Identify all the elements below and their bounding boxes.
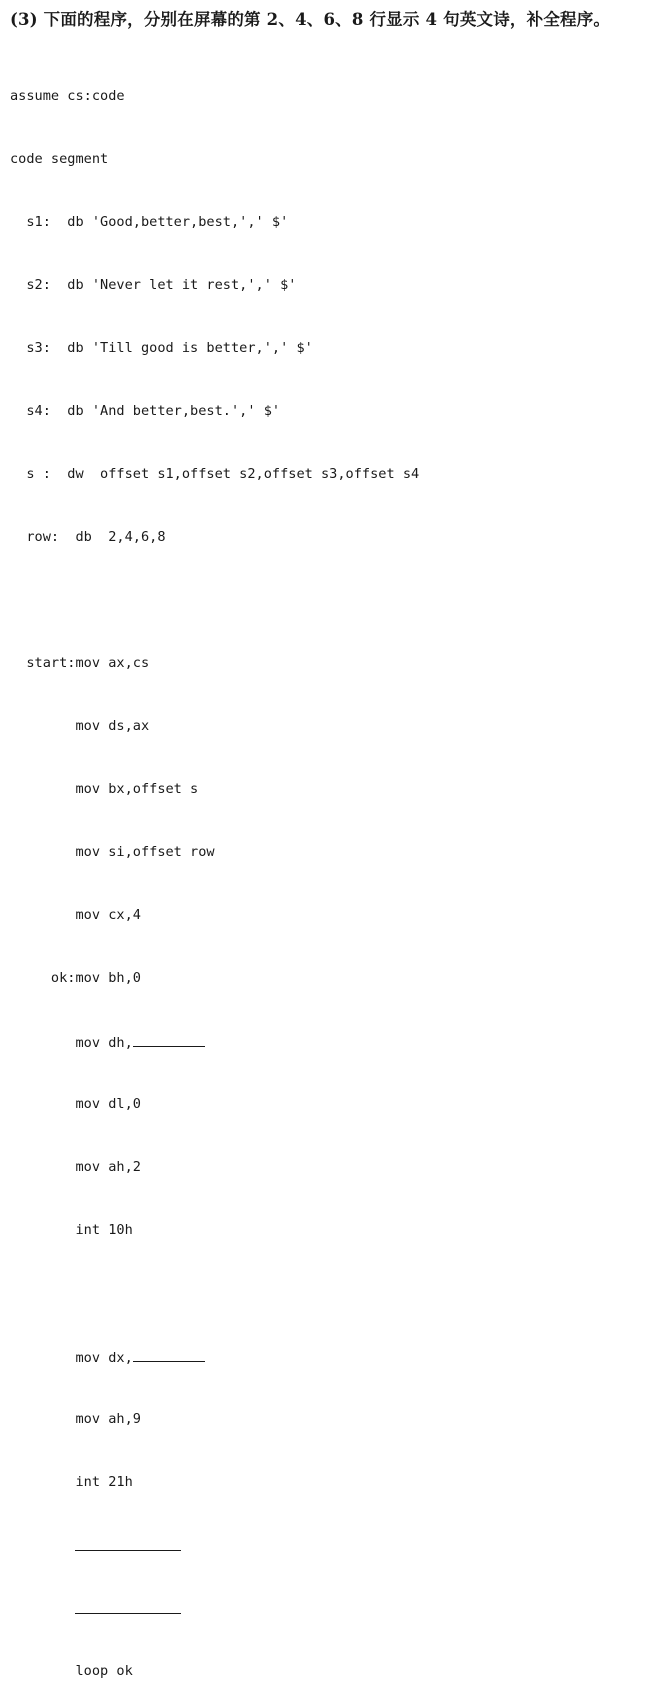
code-line: assume cs:code [10,88,125,104]
code-line: ok:mov bh,0 [10,970,141,986]
empty-line [10,1283,419,1304]
code-line: row: db 2,4,6,8 [10,529,166,545]
code-line-with-blank [10,1031,419,1052]
code-line: int 10h [10,1222,133,1238]
code-text: mov dx, [10,1350,133,1366]
code-line-with-blank [10,1598,419,1619]
code-line: s : dw offset s1,offset s2,offset s3,offset s4 [10,466,420,482]
empty-line [10,590,419,611]
fill-in-blank [75,1598,181,1614]
fill-in-blank [75,1535,181,1551]
code-line: mov si,offset row [10,844,215,860]
code-line: loop ok [10,1663,133,1679]
code-line: mov dl,0 [10,1096,141,1112]
code-line: s1: db 'Good,better,best,',' $' [10,214,289,230]
code-line: s4: db 'And better,best.',' $' [10,403,281,419]
code-line-with-blank [10,1346,419,1367]
code-listing [10,44,419,1703]
code-line: code segment [10,151,109,167]
code-line: s2: db 'Never let it rest,',' $' [10,277,297,293]
code-line: mov bx,offset s [10,781,199,797]
fill-in-blank [133,1346,205,1362]
question-heading: (3) 下面的程序，分别在屏幕的第 2、4、6、8 行显示 4 句英文诗，补全程序。 [10,10,611,29]
code-line: mov ah,2 [10,1159,141,1175]
code-line: start:mov ax,cs [10,655,150,671]
code-text [10,1539,75,1555]
code-line: mov ds,ax [10,718,150,734]
code-line: int 21h [10,1474,133,1490]
code-line: s3: db 'Till good is better,',' $' [10,340,313,356]
fill-in-blank [133,1031,205,1047]
code-text [10,1602,75,1618]
code-line-with-blank [10,1535,419,1556]
code-line: mov ah,9 [10,1411,141,1427]
code-line: mov cx,4 [10,907,141,923]
code-text: mov dh, [10,1035,133,1051]
